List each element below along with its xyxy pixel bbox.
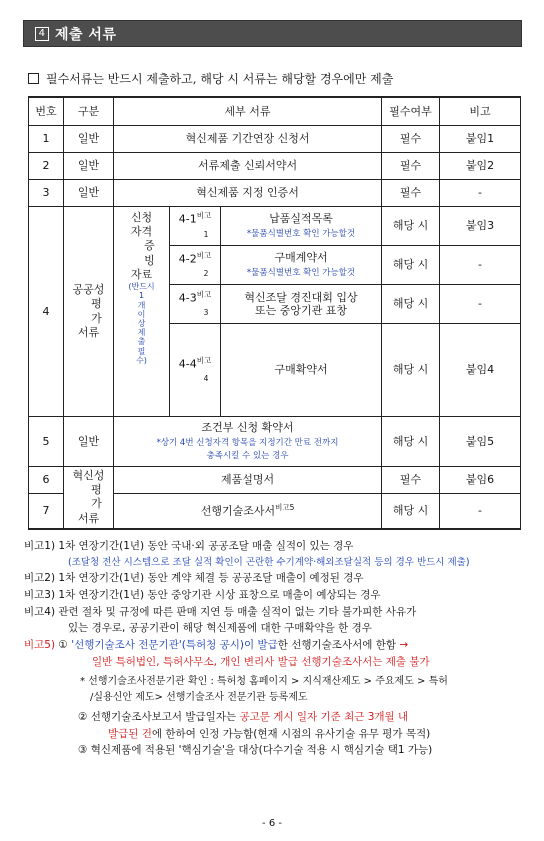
table-row: $4-2^{비고}$ 2 구매계약서 *물품식별번호 확인 가능할것 해당 시 - <box>29 246 521 285</box>
qualification-group: 신청 자격 증 빙 자료 (반드시 1 개 이 상 제 출 필 수) <box>114 206 170 416</box>
header-num: 번호 <box>29 97 64 126</box>
table-row: 6 혁신성 평 가 서류 제품설명서 필수 붙임6 <box>29 466 521 493</box>
table-row: 5 일반 조건부 신청 확약서 *상기 4번 신청자격 항목을 지정기간 만료 전까지 충족시킬 수 있는 경우 해당 시 붙임5 <box>29 417 521 467</box>
table-header-row <box>29 97 521 126</box>
header-required: 필수여부 <box>382 97 440 126</box>
innovation-eval-category: 혁신성 평 가 서류 <box>64 466 114 529</box>
public-eval-category: 공공성 평 가 서류 <box>64 206 114 416</box>
section-number: 4 <box>35 27 49 41</box>
table-row: 3 일반 혁신제품 지정 인증서 필수 - <box>29 180 521 207</box>
section-header <box>23 20 522 47</box>
table-row: 4 공공성 평 가 서류 신청 자격 증 빙 자료 (반드시 1 개 이 상 제 출 필 수) $4-1^{비고}$ 1 납품실적목록 *물품식별번호 확인 가능할것 해당 시 붙임3 <box>29 206 521 245</box>
checkbox-icon <box>28 73 39 84</box>
table-row: $4-3^{비고}$ 3 혁신조달 경진대회 입상 또는 중앙기관 표창 해당 시 - <box>29 285 521 324</box>
section-title: 제출 서류 <box>55 26 117 43</box>
header-remarks: 비고 <box>440 97 521 126</box>
required-docs-note: 필수서류는 반드시 제출하고, 해당 시 서류는 해당할 경우에만 제출 <box>28 70 518 87</box>
documents-table <box>28 96 521 530</box>
table-row: 7 선행기술조사서$^{비고5}$ 해당 시 - <box>29 493 521 529</box>
remark-5: 비고5) ① '선행기술조사 전문기관'(특허청 공시)이 발급한 선행기술조사서에 한함 → <box>24 639 409 652</box>
table-row: $4-4^{비고}$ 4 구매확약서 해당 시 붙임4 <box>29 324 521 417</box>
remarks-section: 비고1) 1차 연장기간(1년) 동안 국내·외 공공조달 매출 실적이 있는 경우 (조달청 전산 시스템으로 조달 실적 확인이 곤란한 수기계약·해외조달실적 등의 경우 반드시 제출) 비고2) 1차 연장기간(1년) 동안 계약 체결 등 공공조달 매출이 예정된 경우 비고3) 1차 연장기간(1년) 동안 중앙기관 시상 표창으로 매출이 예상되는 경우 비고4) 관련 절차 및 규정에 따른 판매 지연 등 매출 실적이 없는 기타 불가피한 사유가 있는 경우로, 공공기관이 해당 혁신제품에 대한 구매확약을 한 경우 비고5) ① '선행기술조사 전문기관'(특허청 공시)이 발급한 선행기술조사서에 한함 → 일반 특허법인, 특허사무소, 개인 변리사 발급 선행기술조사서는 제출 불가 * 선행기술조사전문기관 확인 : 특허청 홈페이지 > 지식재산제도 > 주요제도 > 특허 /실용신안 제도> 선행기술조사 전문기관 등록제도 ② 선행기술조사보고서 발급일자는 공고문 게시 일자 기준 최근 3개월 내 발급된 건에 한하여 인정 가능함(현재 시점의 유사기술 유무 평가 목적) ③ 혁신제품에 적용된 '핵심기술'을 대상(다수기술 적용 시 핵심기술 택1 가능) <box>24 538 524 759</box>
table-row: 2 일반 서류제출 신뢰서약서 필수 붙임2 <box>29 153 521 180</box>
header-category: 구분 <box>64 97 114 126</box>
header-document: 세부 서류 <box>114 97 382 126</box>
page-number: - 6 - <box>262 818 282 829</box>
table-row: 1 일반 혁신제품 기간연장 신청서 필수 붙임1 <box>29 126 521 153</box>
